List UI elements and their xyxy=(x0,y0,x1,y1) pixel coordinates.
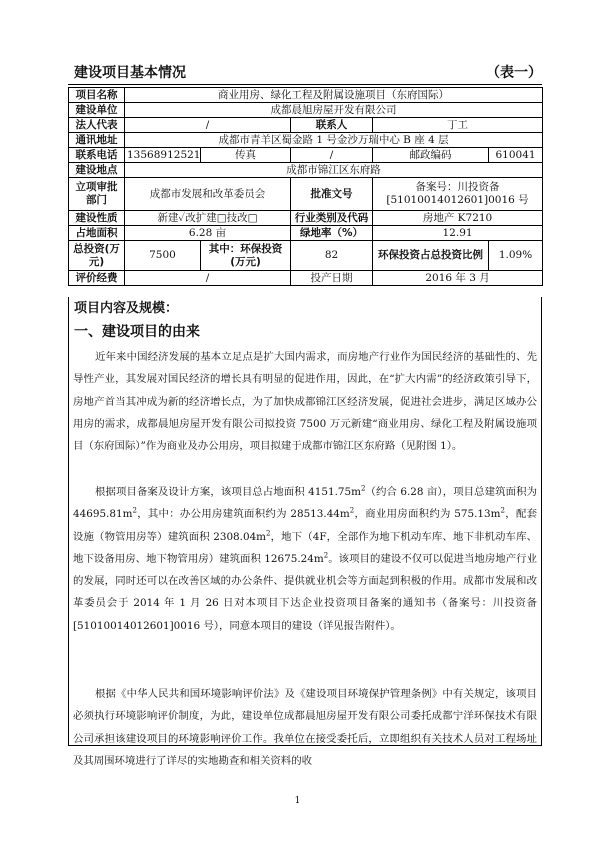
approval-label: 立项审批部门 xyxy=(69,178,125,211)
investment-label: 总投资(万元) xyxy=(69,241,125,271)
site-value: 成都市锦江区东府路 xyxy=(125,163,543,178)
legal-rep-value: / xyxy=(125,118,291,133)
postcode-value: 610041 xyxy=(489,148,543,163)
cost-value: / xyxy=(125,271,291,286)
row-builder xyxy=(69,103,543,118)
project-info-table xyxy=(68,87,543,286)
paragraph-assessment: 根据《中华人民共和国环境影响评价法》及《建设项目环境保护管理条例》中有关规定，该项目必须执行环境影响评价制度，为此，建设单位成都晨旭房屋开发有限公司委托成都宁洋环保技术有限公司承担该建设项目的环境影响评价工作。我单位在接受委托后，立即组织有关技术人员对工程场址及其周围环境进行了详尽的实地勘查和相关资料的收 xyxy=(73,688,537,767)
legal-rep-label: 法人代表 xyxy=(69,118,125,133)
builder-label: 建设单位 xyxy=(69,103,125,118)
phone-label: 联系电话 xyxy=(69,148,125,163)
start-date-label: 投产日期 xyxy=(291,271,373,286)
project-name-value: 商业用房、绿化工程及附属设施项目（东府国际） xyxy=(125,88,543,103)
row-approval xyxy=(69,178,543,211)
approval-value: 成都市发展和改革委员会 xyxy=(125,178,291,211)
section-heading: 一、建设项目的由来 xyxy=(74,324,200,340)
fax-value: / xyxy=(291,148,373,163)
nature-label: 建设性质 xyxy=(69,211,125,226)
header-rule xyxy=(68,84,542,85)
postcode-label: 邮政编码 xyxy=(373,148,489,163)
table-number: （表一） xyxy=(486,65,542,81)
cost-label: 评价经费 xyxy=(69,271,125,286)
contact-label: 联系人 xyxy=(291,118,373,133)
site-label: 建设地点 xyxy=(69,163,125,178)
env-investment-label: 其中：环保投资(万元) xyxy=(201,241,291,271)
row-phone xyxy=(69,148,543,163)
address-value: 成都市青羊区蜀金路 1 号金沙万瑞中心 B 座 4 层 xyxy=(125,133,543,148)
env-ratio-value: 1.09% xyxy=(489,241,543,271)
document-title: 建设项目基本情况 xyxy=(74,65,186,81)
row-address xyxy=(69,133,543,148)
builder-value: 成都晨旭房屋开发有限公司 xyxy=(125,103,543,118)
green-rate-value: 12.91 xyxy=(373,226,543,241)
area-value: 6.28 亩 xyxy=(125,226,291,241)
industry-value: 房地产 K7210 xyxy=(373,211,543,226)
content-heading: 项目内容及规模： xyxy=(74,301,179,316)
phone-value: 13568912521 xyxy=(125,148,201,163)
env-ratio-label: 环保投资占总投资比例 xyxy=(373,241,489,271)
row-cost xyxy=(69,271,543,286)
green-rate-label: 绿地率（%） xyxy=(291,226,373,241)
nature-value: 新建✓改扩建□技改□ xyxy=(125,211,291,226)
content-box xyxy=(68,297,542,767)
approval-doc-label: 批准文号 xyxy=(291,178,373,211)
env-investment-value: 82 xyxy=(291,241,373,271)
page-header xyxy=(74,62,542,84)
start-date-value: 2016 年 3 月 xyxy=(373,271,543,286)
row-area xyxy=(69,226,543,241)
row-legal-rep xyxy=(69,118,543,133)
contact-value: 丁工 xyxy=(373,118,543,133)
approval-doc-value: 备案号：川投资备[51010014012601]0016 号 xyxy=(373,178,543,211)
fax-label: 传真 xyxy=(201,148,291,163)
row-nature xyxy=(69,211,543,226)
row-site xyxy=(69,163,543,178)
paragraph-scale: 根据项目备案及设计方案，该项目总占地面积 $4151.75m^2$（约合 6.28 亩），项目总建筑面积为 $44695.81m^2$，其中：办公用房建筑面积约为 $28513.44m^2$，商业用房面积约为 $575.13m^2$，配套设施（物管用房等）建筑面积 $2308.04m^2$，地下（4F，全部作为地下机动车库、地下非机动车库、地下设备用房、地下物管用房）建筑面积 $12675.24m^2$。该项目的建设不仅可以促进当地房地产行业的发展，同时还可以在改善区域的办公条件、提供就业机会等方面起到积极的作用。成都市发展和改革委员会于 2014 年 1 月 26 日对本项目下达企业投资项目备案的通知书（备案号：川投资备[51010014012601]0016 号），同意本项目的建设（详见报告附件）。 xyxy=(73,484,538,632)
paragraph-background: 近年来中国经济发展的基本立足点是扩大国内需求，而房地产行业作为国民经济的基础性的、先导性产业，其发展对国民经济的增长具有明显的促进作用，因此，在“扩大内需”的经济政策引导下，房地产首当其冲成为新的经济增长点，为了加快成都锦江区经济发展，促进社会进步，满足区域办公用房的需求，成都晨旭房屋开发有限公司拟投资 7500 万元新建“商业用房、绿化工程及附属设施项目（东府国际）”作为商业及办公用房，项目拟建于成都市锦江区东府路（见附图 1）。 xyxy=(73,351,537,453)
industry-label: 行业类别及代码 xyxy=(291,211,373,226)
project-name-label: 项目名称 xyxy=(69,88,125,103)
address-label: 通讯地址 xyxy=(69,133,125,148)
investment-value: 7500 xyxy=(125,241,201,271)
page-number: 1 xyxy=(294,796,301,806)
row-project-name xyxy=(69,88,543,103)
area-label: 占地面积 xyxy=(69,226,125,241)
row-investment xyxy=(69,241,543,271)
